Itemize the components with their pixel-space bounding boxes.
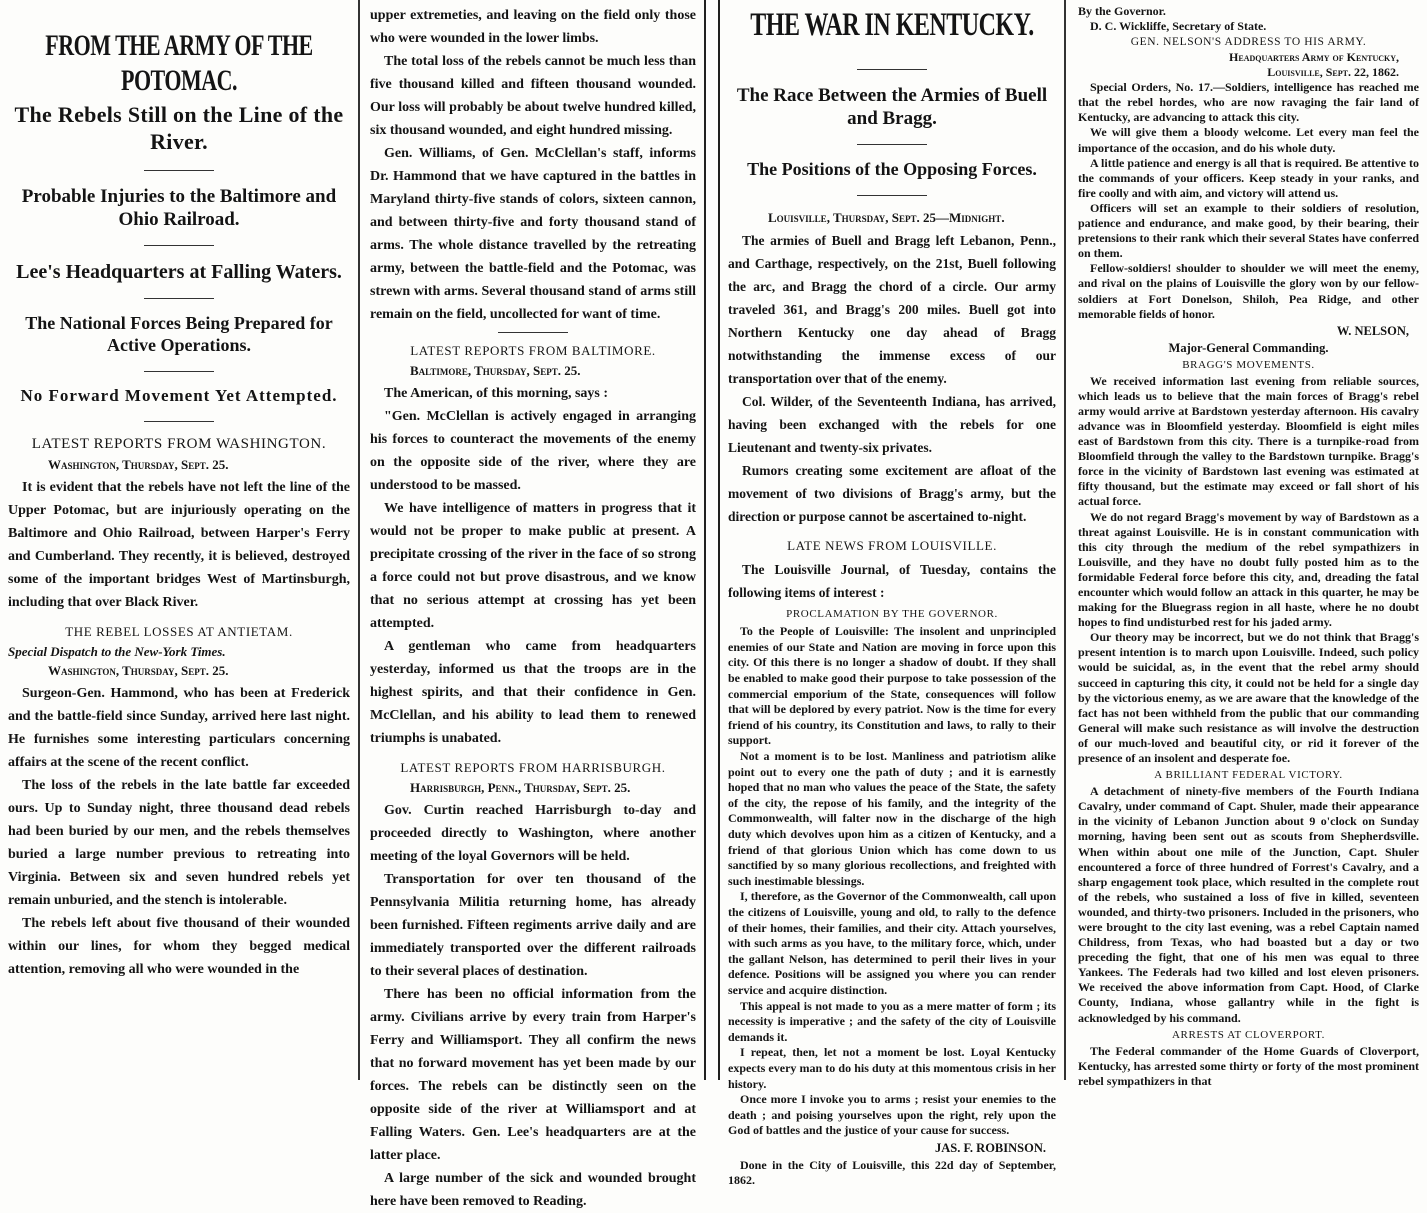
article-paragraph: Gov. Curtin reached Harrisburgh to-day and proceeded directly to Washington, where another meeting of the loyal Governors will be held. xyxy=(370,803,696,864)
article-paragraph: It is evident that the rebels have not left the line of the Upper Potomac, but are injuriously operating on the Baltimore and Ohio Railroad, between Harper's Ferry and Cumberland. They recently, it is believed, destroyed some of the important bridges West of Martinsburgh, including that over Black River. xyxy=(8,480,350,611)
article-paragraph: The total loss of the rebels cannot be much less than five thousand killed and fifteen thousand wounded. Our loss will probably be about twelve hundred killed, six thousand wounded, and eight hundred missing. xyxy=(370,54,696,138)
column-2 xyxy=(362,0,706,1209)
article-paragraph: We do not regard Bragg's movement by way of Bardstown as a threat against Louisville. He is in constant communication with this city through the medium of the rebel sympathizers in Louisville, and they have no doubt fully posted him as to the formidable Federal force before this city, and, dreading the fatal encounter which would follow an attack in this quarter, he may be making for the Bluegrass region in all haste, where he no doubt hopes to find undisturbed rest for his jaded army. xyxy=(1078,509,1419,630)
article-paragraph: A large number of the sick and wounded brought here have been removed to Reading. xyxy=(370,1171,696,1209)
article-paragraph: The Louisville Journal, of Tuesday, contains the following items of interest : xyxy=(728,562,1056,601)
divider-rule xyxy=(144,421,214,422)
divider-rule xyxy=(857,195,927,196)
article-paragraph: The Federal commander of the Home Guards of Cloverport, Kentucky, has arrested some thirty or forty of the most prominent rebel sympathizers in that xyxy=(1078,1043,1419,1088)
dateline: Washington, Thursday, Sept. 25. xyxy=(48,663,229,679)
signature-title: Major-General Commanding. xyxy=(1168,340,1329,355)
article-paragraph: The armies of Buell and Bragg left Lebanon, Penn., and Carthage, respectively, on the 21st, Buell following the arc, and Bragg the chord of a circle. Our army traveled 361, and Bragg's 200 miles. Buell got into Northern Kentucky one day ahead of Bragg notwithstanding the immense excess of our transportation over that of the enemy. xyxy=(728,233,1056,387)
deck-no-forward-movement: No Forward Movement Yet Attempted. xyxy=(20,386,338,406)
address-paragraph: Fellow-soldiers! shoulder to shoulder we will meet the enemy, and rival on the plains of Louisville the glory won by our fellow-soldiers at Fort Donelson, Shiloh, Pea Ridge, and other memorable fields of honor. xyxy=(1078,261,1419,321)
divider-rule xyxy=(144,170,214,171)
address-paragraph: Special Orders, No. 17.—Soldiers, intelligence has reached me that the rebel hordes, who are now ravaging the fair land of Kentucky, are advancing to attack this city. xyxy=(1078,80,1419,125)
proclamation-paragraph: To the People of Louisville: The insolent and unprincipled enemies of our State and Nation are moving in force upon this city. Of this there is no longer a shadow of doubt. If they shall be enabled to make good their purpose to take possession of the commercial emporium of the State, consequences will follow that will be deplored by every patriot. Now is the time for every friend of his country, its Constitution and laws, to rally to their support. xyxy=(728,624,1056,748)
page-gutter xyxy=(706,0,718,1080)
divider-rule xyxy=(144,298,214,299)
dateline: Harrisburgh, Penn., Thursday, Sept. 25. xyxy=(410,780,631,795)
byline: By the Governor. xyxy=(1078,4,1166,18)
article-paragraph: Surgeon-Gen. Hammond, who has been at Frederick and the battle-field since Sunday, arrived here last night. He furnishes some interesting particulars concerning affairs at the scene of the recent conflict. xyxy=(8,686,350,771)
article-paragraph: The American, of this morning, says : xyxy=(384,386,608,401)
section-heading: A BRILLIANT FEDERAL VICTORY. xyxy=(1154,769,1343,782)
section-heading: PROCLAMATION BY THE GOVERNOR. xyxy=(786,608,998,621)
divider-rule xyxy=(144,371,214,372)
masthead-potomac: FROM THE ARMY OF THE POTOMAC. xyxy=(45,28,313,97)
address-paragraph: Officers will set an example to their soldiers of resolution, patience and endurance, and make good, by their bearing, their pretensions to their rank which their several States have conferred on them. xyxy=(1078,200,1419,261)
article-paragraph: Rumors creating some excitement are afloat of the movement of two divisions of Bragg's army, but the direction or purpose cannot be ascertained to-night. xyxy=(728,463,1056,525)
deck-lee-headquarters: Lee's Headquarters at Falling Waters. xyxy=(16,261,342,283)
deck-positions: The Positions of the Opposing Forces. xyxy=(747,159,1037,180)
proclamation-paragraph: I repeat, then, let not a moment be lost. Loyal Kentucky expects every man to do his duty at this momentous crisis in her history. xyxy=(728,1045,1056,1091)
proclamation-paragraph: Done in the City of Louisville, this 22d day of September, 1862. xyxy=(728,1157,1056,1188)
address-paragraph: We will give them a bloody welcome. Let every man feel the importance of the occasion, and do his whole duty. xyxy=(1078,125,1419,155)
article-paragraph: Gen. Williams, of Gen. McClellan's staff, informs Dr. Hammond that we have captured in the battles in Maryland thirty-five stands of colors, sixteen cannon, and between thirty-five and forty thousand stand of arms. The whole distance travelled by the retreating army, between the battle-field and the Potomac, was strewn with arms. Several thousand stand of arms still remain on the field, uncollected for want of time. xyxy=(370,146,696,322)
article-paragraph: Transportation for over ten thousand of the Pennsylvania Militia returning home, has already been furnished. Fifteen regiments arrive daily and are immediately transported over the different railroads to their several places of destination. xyxy=(370,872,696,979)
proclamation-paragraph: I, therefore, as the Governor of the Commonwealth, call upon the citizens of Louisville, young and old, to rally to the defence of their homes, their families, and their city. Attach yourselves, with such arms as you have, to the military force, which, under the gallant Nelson, has determined to peril their lives in your defence. Positions will be assigned you where you can render service and acquire distinction. xyxy=(728,889,1056,997)
signature-robinson: JAS. F. ROBINSON. xyxy=(934,1140,1046,1155)
article-paragraph: We have intelligence of matters in progress that it would not be proper to make public at present. A precipitate crossing of the river in the face of so strong a force could not but prove disastrous, and we know that no serious attempt at crossing has yet been attempted. xyxy=(370,501,696,631)
address-paragraph: A little patience and energy is all that is required. Be attentive to the commands of your officers. Keep steady in your ranks, and fire coolly and with aim, and victory will attend us. xyxy=(1078,155,1419,200)
dateline: Washington, Thursday, Sept. 25. xyxy=(48,457,229,473)
article-paragraph: We received information last evening from reliable sources, which leads us to believe that the main forces of Bragg's rebel army would arrive at Bardstown yesterday afternoon. His cavalry advance was in Bloomfield yesterday. Bloomfield is eight miles east of Bardstown from this city. There is a turnpike-road from Bloomfield through the valley to the Bardstown turnpike. Bragg's force in the vicinity of Bardstown last evening was estimated at fifty thousand, but the estimate may exceed or fall short of his actual force. xyxy=(1078,373,1419,509)
proclamation-paragraph: This appeal is not made to you as a mere matter of form ; its necessity is imperative ; and the safety of the city of Louisville demands it. xyxy=(728,998,1056,1044)
section-heading: LATEST REPORTS FROM BALTIMORE. xyxy=(410,343,656,358)
special-dispatch-line: Special Dispatch to the New-York Times. xyxy=(8,644,226,660)
article-paragraph: Our theory may be incorrect, but we do not think that Bragg's present intention is to march upon Louisville. Indeed, such policy would be suicidal, as, in the event that the rebel army should succeed in capturing this city, it could not be held for a single day by the victorious enemy, as we are aware that the knowledge of the fact has not been withheld from the public that our commanding General will make such resistance as will involve the destruction of our much-loved and beautiful city, or rid it forever of the presence of an insolent and desperate foe. xyxy=(1078,630,1419,766)
article-paragraph: upper extremeties, and leaving on the field only those who were wounded in the lower limbs. xyxy=(370,8,696,46)
column-4 xyxy=(1070,0,1427,1088)
deck-railroad: Probable Injuries to the Baltimore and Ohio Railroad. xyxy=(21,185,337,230)
deck-race-armies: The Race Between the Armies of Buell and Bragg. xyxy=(736,85,1048,130)
byline: D. C. Wickliffe, Secretary of State. xyxy=(1090,19,1267,34)
divider-rule xyxy=(857,144,927,145)
section-heading: LATEST REPORTS FROM WASHINGTON. xyxy=(31,436,327,453)
dateline: Baltimore, Thursday, Sept. 25. xyxy=(410,363,581,378)
proclamation-paragraph: Not a moment is to be lost. Manliness and patriotism alike point out to every one the path of duty ; and it is earnestly hoped that no man who values the peace of the State, the safety of the city, the repose of his family, and the integrity of the Commonwealth, will falter now in the discharge of the high duty which devolves upon him as a citizen of Kentucky, and a friend of that glorious Union which has come down to us sanctified by so many glorious recollections, and freighted with such inestimable blessings. xyxy=(728,749,1056,888)
signature-nelson: W. NELSON, xyxy=(1336,323,1409,338)
section-heading: BRAGG'S MOVEMENTS. xyxy=(1182,358,1315,371)
proclamation-paragraph: Once more I invoke you to arms ; resist your enemies to the death ; and poising yourselves upon the right, rely upon the God of battles and the justice of your cause for success. xyxy=(728,1092,1056,1138)
article-paragraph: The rebels left about five thousand of their wounded within our lines, for whom they begged medical attention, removing all who were wounded in the xyxy=(8,916,350,978)
article-paragraph: "Gen. McClellan is actively engaged in arranging his forces to counteract the movements of the enemy on the opposite side of the river, where they are understood to be massed. xyxy=(370,409,696,493)
section-heading: THE REBEL LOSSES AT ANTIETAM. xyxy=(65,624,293,640)
column-3 xyxy=(718,0,1066,1188)
order-heading: Louisville, Sept. 22, 1862. xyxy=(1267,65,1399,80)
order-heading: Headquarters Army of Kentucky, xyxy=(1229,50,1399,65)
column-1 xyxy=(0,0,360,1080)
dateline: Louisville, Thursday, Sept. 25—Midnight. xyxy=(768,210,1005,226)
article-paragraph: Col. Wilder, of the Seventeenth Indiana, has arrived, having been exchanged with the rebels for one Lieutenant and twenty-six privates. xyxy=(728,394,1056,456)
section-heading: LATEST REPORTS FROM HARRISBURGH. xyxy=(400,760,666,775)
article-paragraph: A detachment of ninety-five members of the Fourth Indiana Cavalry, under command of Capt. Shuler, made their appearance in the vicinity of Lebanon Junction about 9 o'clock on Sunday morning, having been sent out as scouts from Shepherdsville. When within about one mile of the Junction, Capt. Shuler encountered a force of three hundred of Forrest's Cavalry, and a sharp engagement took place, which resulted in the complete rout of the rebels, who sustained a loss of five in killed, seventeen wounded, and thirty-two prisoners. Included in the prisoners, who were brought to the city last evening, was a rebel Captain named Childress, from Texas, who had boasted but a day or two preceding the fight, that one of his men was equal to three Yankees. The Federals had two killed and lost eleven prisoners. We received the above information from Capt. Hood, of Clarke County, Indiana, whose gallantry while in the fight is acknowledged by his command. xyxy=(1078,784,1419,1025)
article-paragraph: The loss of the rebels in the late battle far exceeded ours. Up to Sunday night, three thousand dead rebels had been buried by our men, and the rebels themselves buried a large number previous to retreating into Virginia. Between six and seven hundred rebels yet remain unburied, and the stench is intolerable. xyxy=(8,778,350,909)
divider-rule xyxy=(857,69,927,70)
deck-national-forces: The National Forces Being Prepared for Active Operations. xyxy=(25,313,333,356)
article-paragraph: A gentleman who came from headquarters yesterday, informed us that the troops are in the highest spirits, and that their confidence in Gen. McClellan, and his ability to lead them to renewed triumphs is unabated. xyxy=(370,639,696,746)
divider-rule xyxy=(498,332,568,333)
masthead-kentucky: THE WAR IN KENTUCKY. xyxy=(750,8,1034,44)
divider-rule xyxy=(144,245,214,246)
section-heading: LATE NEWS FROM LOUISVILLE. xyxy=(787,538,997,554)
section-heading: GEN. NELSON'S ADDRESS TO HIS ARMY. xyxy=(1130,36,1367,49)
article-paragraph: There has been no official information from the army. Civilians arrive by every train from Harper's Ferry and Williamsport. They all confirm the news that no forward movement has yet been made by our forces. The rebels can be distinctly seen on the opposite side of the river at Williamsport and at Falling Waters. Gen. Lee's headquarters are at the latter place. xyxy=(370,987,696,1163)
deck-rebels-line: The Rebels Still on the Line of the River. xyxy=(14,102,344,154)
section-heading: ARRESTS AT CLOVERPORT. xyxy=(1171,1028,1326,1041)
